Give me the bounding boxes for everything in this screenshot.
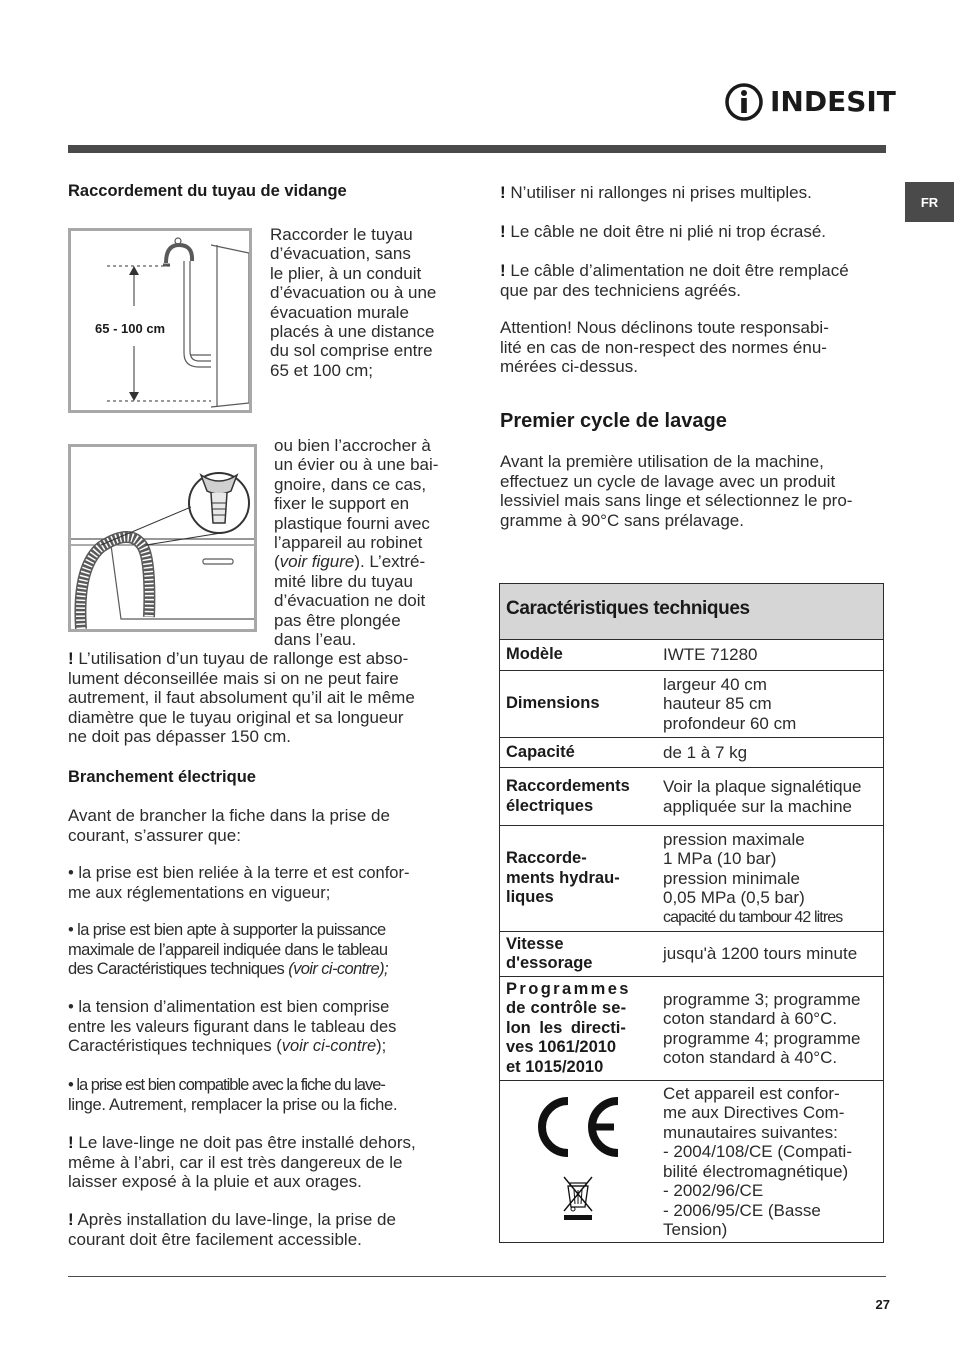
value-text: programme 3; programme (663, 989, 861, 1009)
value-text: jusqu'à 1200 tours minute (663, 944, 858, 964)
key-text: Capacité (506, 742, 575, 761)
bullet-power (68, 921, 468, 980)
text-line: • la prise est bien reliée à la terre et est confor- (68, 864, 410, 882)
sink-hook-instructions (274, 436, 464, 649)
bullet-voltage (68, 998, 460, 1057)
access-warning (68, 1210, 460, 1249)
ce-mark-icon (526, 1095, 626, 1159)
text-line: • la prise est bien apte à supporter la puissance (68, 921, 386, 939)
key-text: Raccordements (506, 777, 630, 795)
text-line: d’évacuation ou à une (270, 283, 437, 303)
key-text: ments hydrau- (506, 868, 620, 887)
text-line: d’évacuation, sans (270, 244, 411, 264)
text-line: lessiviel mais sans linge et sélectionnez le pro- (500, 491, 853, 510)
text-line: ne doit pas dépasser 150 cm. (68, 727, 292, 746)
key-text: de contrôle se- (506, 999, 627, 1018)
text-line: diamètre que le tuyau original et sa longueur (68, 707, 404, 727)
warning-mark: ! (500, 261, 506, 280)
row-value (657, 932, 883, 976)
text-line: d’évacuation ne doit (274, 591, 426, 611)
text-line: effectuez un cycle de lavage avec un produit (500, 471, 836, 491)
text-line: du sol comprise entre (270, 341, 433, 361)
key-text: liques (506, 888, 554, 907)
table-row (500, 977, 883, 1081)
text-span: ); (376, 1037, 387, 1055)
row-value (657, 671, 883, 737)
text-span: Le câble d’alimentation ne doit être remplacé (505, 261, 849, 280)
value-text: 1 MPa (10 bar) (663, 849, 777, 869)
text-span: Après installation du lave-linge, la prise de (73, 1210, 396, 1229)
value-text: bilité électromagnétique) (663, 1161, 849, 1181)
crossed-bin-icon (558, 1173, 598, 1221)
key-text: électriques (506, 796, 594, 815)
text-line (68, 960, 468, 980)
text-span: L’utilisation d’un tuyau de rallonge est abso- (73, 649, 409, 668)
text-line: plastique fourni avec (274, 513, 430, 533)
text-line: un évier ou à une bai- (274, 455, 439, 475)
text-span: Le lave-linge ne doit pas être installé dehors, (73, 1133, 416, 1152)
bullet-plug (68, 1076, 468, 1115)
text-line: placés à une distance (270, 322, 435, 342)
row-key (500, 768, 657, 825)
table-row (500, 738, 883, 768)
table-row (500, 671, 883, 738)
key-text: ves 1061/2010 (506, 1038, 617, 1057)
value-text: - 2004/108/CE (Compati- (663, 1142, 852, 1161)
language-tab: FR (905, 182, 954, 222)
value-text: Cet appareil est confor- (663, 1083, 840, 1103)
specs-table-title: Caractéristiques techniques (500, 584, 883, 640)
key-text: lon les directi- (506, 1018, 626, 1037)
text-line: l’appareil au robinet (274, 533, 423, 553)
value-text: IWTE 71280 (663, 645, 758, 665)
value-text: capacité du tambour 42 litres (663, 908, 843, 926)
text-line: mité libre du tuyau (274, 571, 413, 591)
text-line: pas être plongée (274, 610, 401, 630)
key-text: Programmes (506, 979, 631, 998)
text-span: des Caractéristiques techniques (68, 960, 289, 978)
value-text: - 2006/95/CE (Basse (663, 1200, 821, 1220)
table-row (500, 640, 883, 671)
key-text: Raccorde- (506, 849, 587, 868)
first-cycle-heading: Premier cycle de lavage (500, 410, 727, 432)
key-text: Modèle (506, 645, 563, 664)
text-span: Le câble ne doit être ni plié ni trop écrasé. (505, 222, 827, 241)
text-line: maximale de l’appareil indiquée dans le tableau (68, 940, 388, 959)
value-text: appliquée sur la machine (663, 796, 853, 816)
drain-wall-instructions (270, 225, 460, 380)
row-value (657, 826, 883, 931)
value-text: - 2002/96/CE (663, 1181, 764, 1200)
row-value (657, 977, 883, 1080)
table-row (500, 1081, 883, 1242)
text-span: N’utiliser ni rallonges ni prises multiples. (505, 183, 812, 202)
indesit-i-icon (724, 82, 766, 122)
text-line (68, 1133, 460, 1153)
value-text: me aux Directives Com- (663, 1103, 845, 1122)
row-key (500, 932, 657, 976)
warning-mark: ! (68, 649, 74, 668)
drain-height-figure (68, 228, 252, 413)
text-line: Avant la première utilisation de la machine, (500, 452, 824, 471)
header-rule (68, 145, 886, 153)
electric-heading: Branchement électrique (68, 768, 256, 786)
text-line: courant doit être facilement accessible. (68, 1229, 362, 1249)
value-text: programme 4; programme (663, 1028, 861, 1048)
drain-height-label: 65 - 100 cm (95, 321, 166, 336)
text-line: Attention! Nous déclinons toute responsabi- (500, 318, 829, 337)
text-line: entre les valeurs figurant dans le tableau des (68, 1017, 397, 1036)
warning-mark: ! (68, 1133, 74, 1152)
row-value (657, 1081, 883, 1242)
text-line: • la tension d’alimentation est bien comprise (68, 998, 390, 1016)
text-line: courant, s’assurer que: (68, 825, 241, 845)
text-line (68, 1037, 460, 1057)
text-line: lité en cas de non-respect des normes énu- (500, 337, 827, 357)
text-span: Caractéristiques techniques ( (68, 1037, 282, 1055)
text-line (500, 183, 890, 203)
warning-mark: ! (500, 222, 506, 241)
warning-mark: ! (500, 183, 506, 202)
value-text: coton standard à 40°C. (663, 1048, 838, 1067)
attention-disclaimer (500, 318, 890, 377)
sink-hose-illustration (71, 447, 254, 629)
row-value (657, 738, 883, 767)
warning-no-extension (500, 183, 890, 203)
text-line (68, 649, 463, 669)
row-key (500, 738, 657, 767)
text-line: évacuation murale (270, 302, 409, 322)
row-value (657, 640, 883, 670)
brand-name: INDESIT (770, 85, 896, 118)
row-key (500, 826, 657, 931)
value-text: hauteur 85 cm (663, 694, 772, 714)
cross-reference: (voir ci-contre); (288, 960, 389, 978)
text-line: laisser exposé à la pluie et aux orages. (68, 1172, 362, 1191)
text-line: 65 et 100 cm; (270, 360, 374, 380)
table-row (500, 768, 883, 826)
text-line: Avant de brancher la fiche dans la prise de (68, 806, 390, 825)
key-text: Vitesse (506, 934, 564, 953)
text-line (274, 552, 464, 571)
value-text: munautaires suivantes: (663, 1122, 838, 1142)
table-row (500, 932, 883, 977)
value-text: pression minimale (663, 868, 800, 888)
row-key (500, 640, 657, 670)
outdoor-warning (68, 1133, 460, 1192)
cross-reference: voir ci-contre (281, 1037, 377, 1055)
text-line: gramme à 90°C sans prélavage. (500, 510, 744, 530)
row-key (500, 977, 657, 1080)
key-text: Dimensions (506, 694, 600, 713)
value-text: Voir la plaque signalétique (663, 777, 862, 796)
page-number: 27 (875, 1297, 890, 1312)
electric-intro (68, 806, 460, 845)
value-text: largeur 40 cm (663, 674, 767, 694)
compliance-marks (500, 1081, 657, 1242)
value-text: coton standard à 60°C. (663, 1009, 838, 1028)
key-text: d'essorage (506, 954, 593, 972)
value-text: pression maximale (663, 829, 805, 849)
text-line: lument déconseillée mais si on ne peut faire (68, 668, 399, 688)
bullet-earth (68, 864, 460, 903)
text-line: dans l’eau. (274, 630, 357, 650)
row-value (657, 768, 883, 825)
text-line: que par des techniciens agréés. (500, 280, 741, 300)
table-row (500, 826, 883, 932)
figure-reference: voir figure (279, 552, 355, 572)
footer-rule (68, 1276, 886, 1277)
text-line: fixer le support en (274, 494, 410, 514)
value-text: de 1 à 7 kg (663, 742, 748, 762)
text-line: gnoire, dans ce cas, (274, 474, 427, 494)
text-line (68, 1210, 460, 1230)
text-line: Raccorder le tuyau (270, 225, 413, 244)
warning-cable-replace (500, 261, 892, 300)
text-line (500, 222, 890, 242)
text-line (500, 261, 892, 281)
value-text: profondeur 60 cm (663, 713, 797, 733)
text-line: linge. Autrement, remplacer la prise ou la fiche. (68, 1095, 398, 1114)
text-span: ). L’extré- (354, 552, 426, 572)
text-span: ( (274, 552, 280, 572)
first-cycle-text (500, 452, 892, 530)
extension-warning (68, 649, 463, 747)
text-line: me aux réglementations en vigueur; (68, 883, 331, 902)
value-text: 0,05 MPa (0,5 bar) (663, 888, 805, 908)
text-line: ou bien l’accrocher à (274, 436, 431, 455)
text-line: le plier, à un conduit (270, 263, 422, 283)
row-key (500, 671, 657, 737)
text-line: même à l’abri, car il est très dangereux de le (68, 1152, 403, 1172)
drain-heading: Raccordement du tuyau de vidange (68, 182, 347, 200)
text-line: • la prise est bien compatible avec la fiche du lave- (68, 1076, 385, 1094)
indesit-logo (724, 82, 896, 122)
specs-table (499, 583, 884, 1243)
text-line: autrement, il faut absolument qu’il ait le même (68, 688, 415, 707)
sink-hook-figure (68, 444, 257, 632)
warning-cable-bend (500, 222, 890, 242)
key-text: et 1015/2010 (506, 1057, 604, 1076)
warning-mark: ! (68, 1210, 74, 1229)
text-line: mérées ci-dessus. (500, 357, 638, 376)
value-text: Tension) (663, 1220, 728, 1239)
